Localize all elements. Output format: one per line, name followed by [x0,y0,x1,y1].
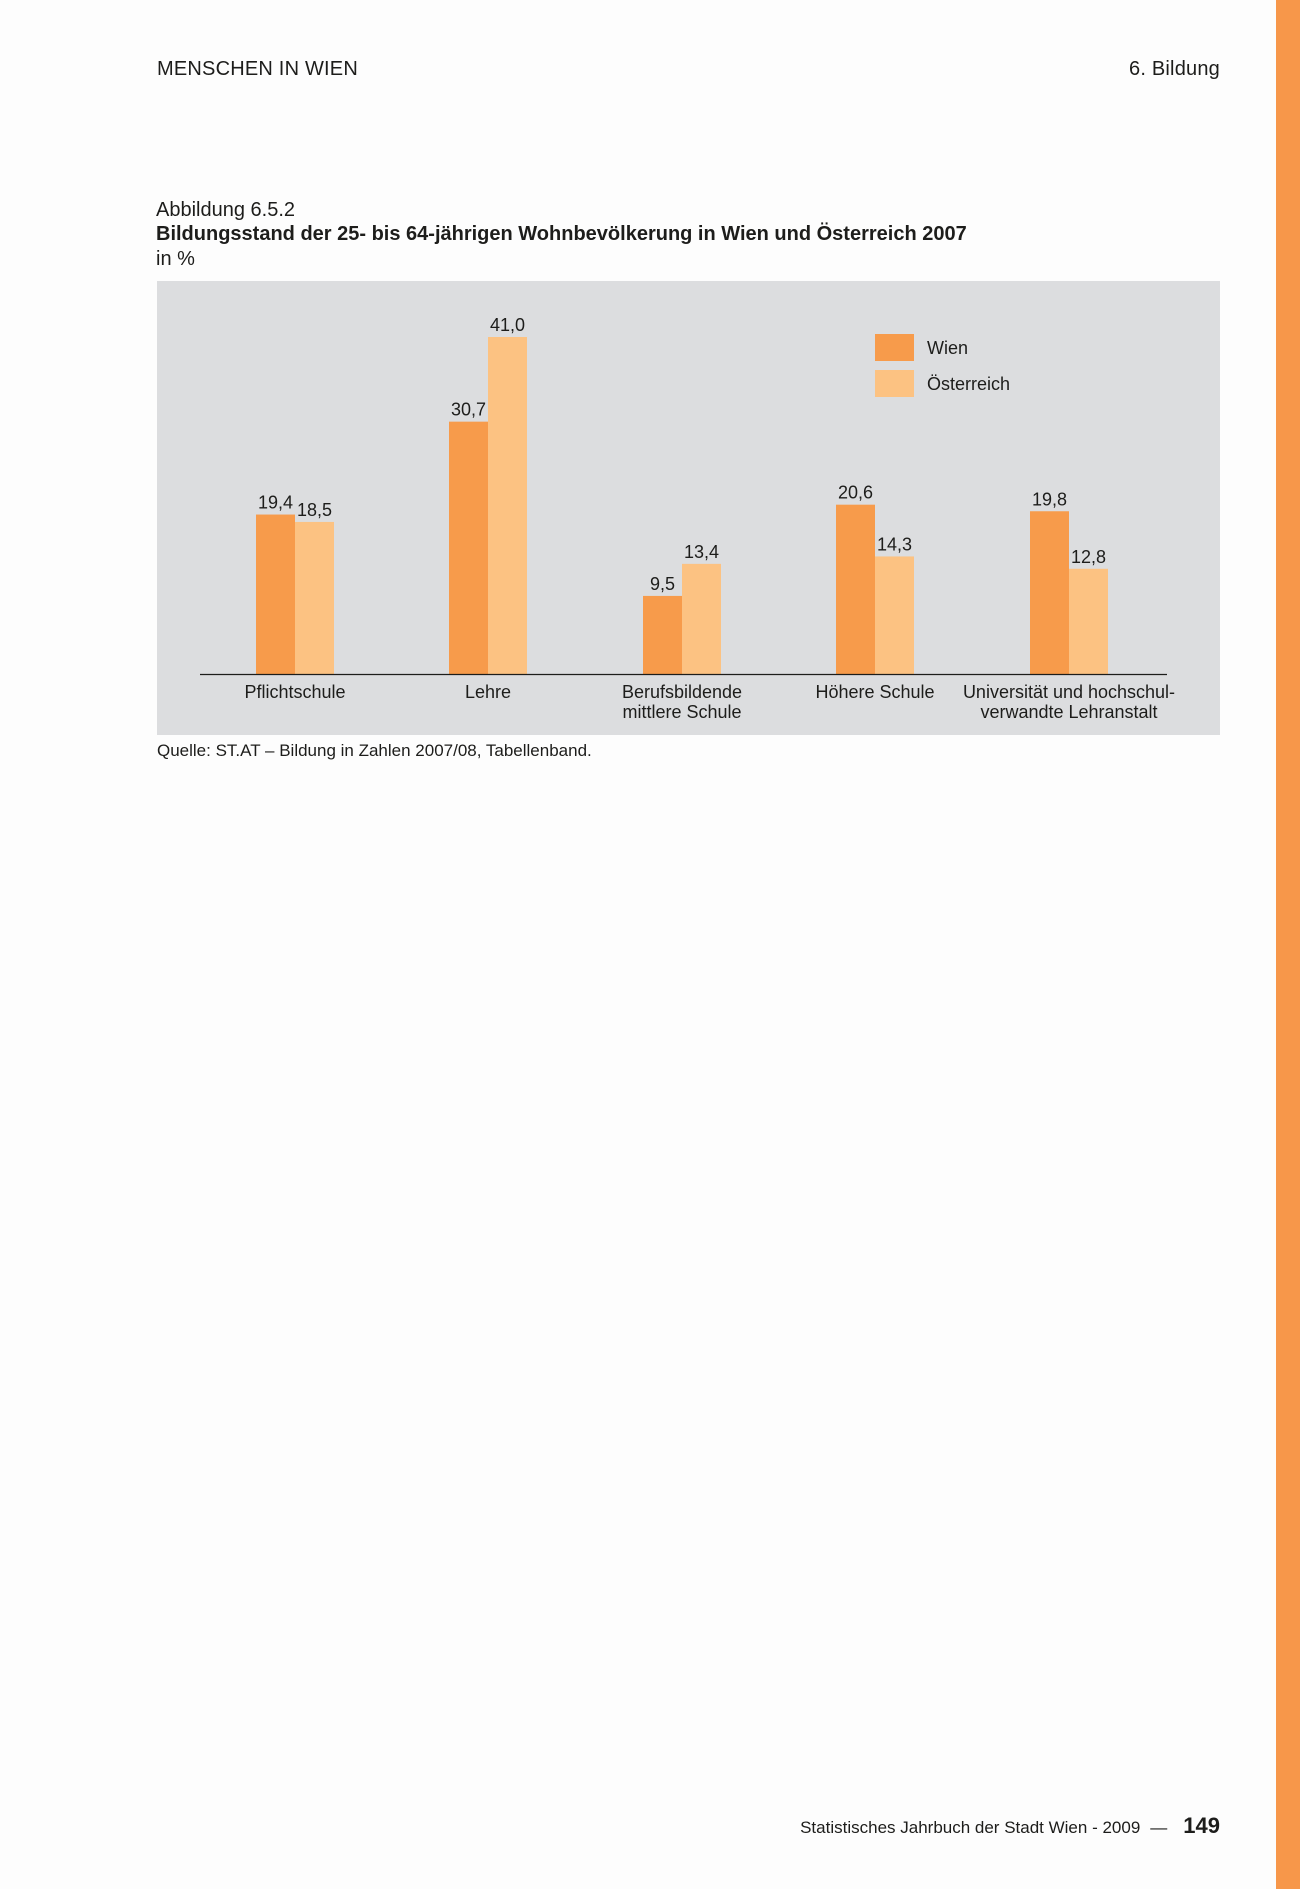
bar-oesterreich [1069,569,1108,674]
data-label: 9,5 [649,573,676,594]
data-label: 12,8 [1070,546,1107,567]
bar-wien [836,505,875,674]
legend-label-oesterreich: Österreich [927,374,1011,394]
figure-unit: in % [156,248,195,270]
data-label: 20,6 [837,482,874,503]
bar-wien [643,596,682,674]
accent-stripe [1276,0,1300,1889]
category-label: Lehre [464,682,512,702]
legend-swatch-oesterreich [875,370,914,397]
bar-oesterreich [875,556,914,674]
chart-panel [157,281,1220,735]
category-label: Höhere Schule [815,682,935,702]
footer-publication: Statistisches Jahrbuch der Stadt Wien - 2009 [800,1818,1141,1837]
legend-label-wien: Wien [927,338,969,358]
category-label: verwandte Lehranstalt [980,702,1158,722]
category-label: Berufsbildende [621,682,743,702]
data-label: 19,8 [1031,489,1068,510]
running-header-section: MENSCHEN IN WIEN [157,58,358,80]
bar-oesterreich [488,337,527,674]
figure-title: Bildungsstand der 25- bis 64-jährigen Wohnbevölkerung in Wien und Österreich 2007 [156,223,967,245]
data-label: 41,0 [489,315,526,335]
footer-separator: — [1150,1818,1168,1837]
page-number: 149 [1183,1813,1220,1838]
bar-oesterreich [295,522,334,674]
data-label: 18,5 [296,499,333,520]
bar-wien [449,422,488,674]
legend-swatch-wien [875,334,914,361]
bar-wien [256,515,295,674]
bar-wien [1030,511,1069,674]
data-label: 30,7 [450,399,487,420]
category-label: Pflichtschule [244,682,346,702]
data-label: 13,4 [683,541,720,562]
category-label: mittlere Schule [622,702,742,722]
data-label: 14,3 [876,534,913,555]
source-note: Quelle: ST.AT – Bildung in Zahlen 2007/08, Tabellenband. [157,741,592,760]
category-label: Universität und hochschul- [962,682,1176,702]
figure-label: Abbildung 6.5.2 [156,199,296,221]
bar-oesterreich [682,564,721,674]
data-label: 19,4 [257,492,294,513]
page-footer [800,1813,1220,1839]
running-header-chapter: 6. Bildung [1129,58,1220,80]
bar-chart [157,281,1220,735]
